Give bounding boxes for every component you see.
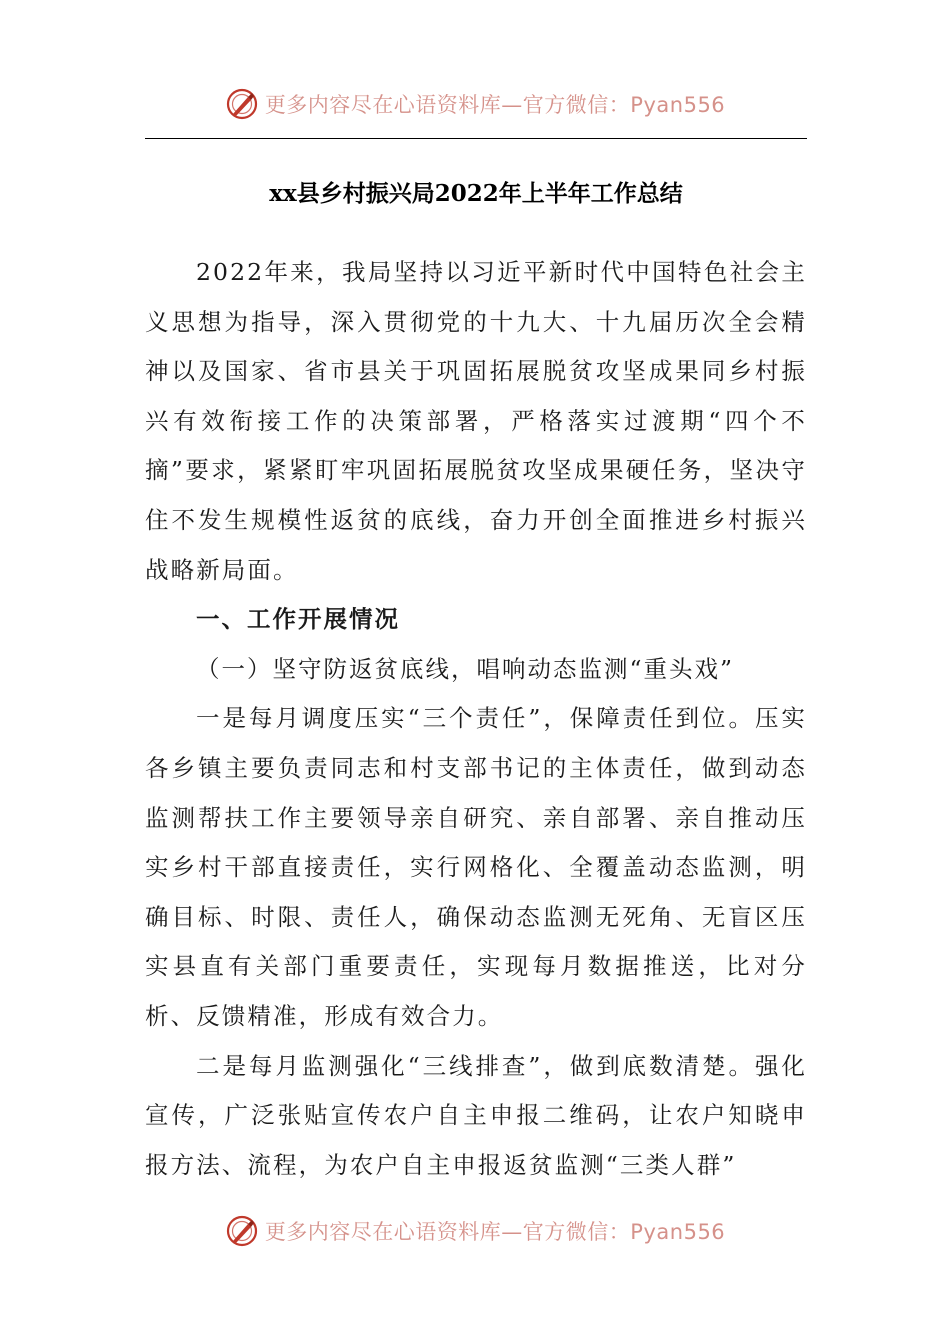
watermark-footer xyxy=(0,1211,950,1251)
document-body xyxy=(145,248,807,1190)
point-two-paragraph: 二是每月监测强化“三线排查”，做到底数清楚。强化宣传，广泛张贴宣传农户自主申报二维码，让农户知晓申报方法、流程，为农户自主申报返贫监测“三类人群” xyxy=(145,1051,807,1179)
pen-logo-icon xyxy=(225,87,259,121)
watermark-text: 更多内容尽在心语资料库—官方微信：Pyan556 xyxy=(264,93,726,117)
header-divider xyxy=(145,138,807,139)
document-title: xx县乡村振兴局2022年上半年工作总结 xyxy=(269,180,683,207)
point-one-paragraph: 一是每月调度压实“三个责任”，保障责任到位。压实各乡镇主要负责同志和村支部书记的主体责任，做到动态监测帮扶工作主要领导亲自研究、亲自部署、亲自推动压实乡村干部直接责任，实行网格化、全覆盖动态监测，明确目标、时限、责任人，确保动态监测无死角、无盲区压实县直有关部门重要责任，实现每月数据推送，比对分析、反馈精准，形成有效合力。 xyxy=(145,704,807,1030)
watermark-header xyxy=(0,84,950,124)
pen-logo-icon xyxy=(225,1214,259,1248)
intro-paragraph: 2022年来，我局坚持以习近平新时代中国特色社会主义思想为指导，深入贯彻党的十九大、十九届历次全会精神以及国家、省市县关于巩固拓展脱贫攻坚成果同乡村振兴有效衔接工作的决策部署，严格落实过渡期“四个不摘”要求，紧紧盯牢巩固拓展脱贫攻坚成果硬任务，坚决守住不发生规模性返贫的底线，奋力开创全面推进乡村振兴战略新局面。 xyxy=(145,258,807,584)
watermark-text: 更多内容尽在心语资料库—官方微信：Pyan556 xyxy=(264,1220,726,1244)
subsection-heading: （一）坚守防返贫底线，唱响动态监测“重头戏” xyxy=(196,654,735,683)
section-heading: 一、工作开展情况 xyxy=(196,605,400,634)
